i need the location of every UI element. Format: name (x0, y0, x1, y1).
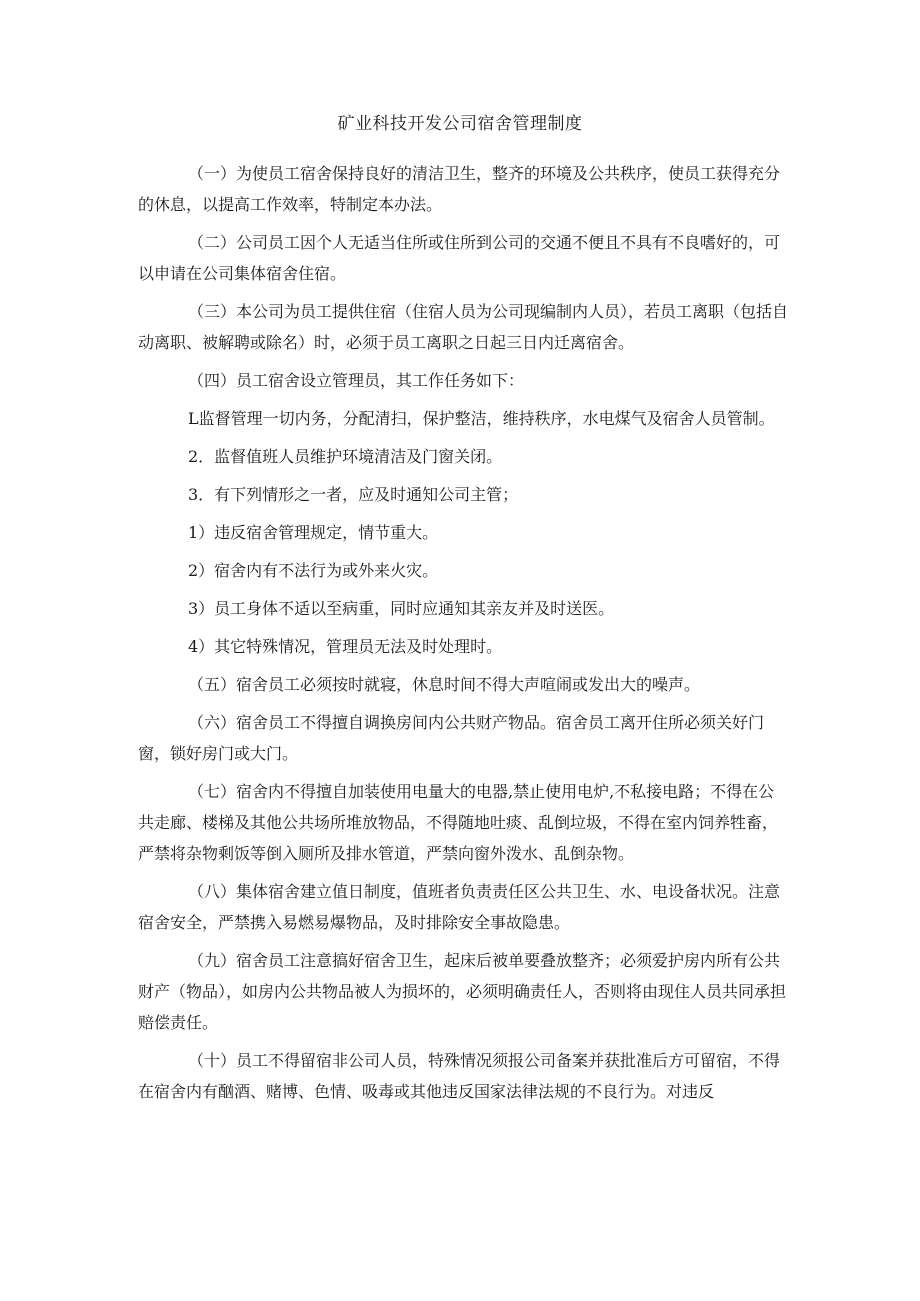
duty-item-3: 3．有下列情形之一者，应及时通知公司主管； (188, 485, 519, 504)
sub-item-4: 4）其它特殊情况，管理员无法及时处理时。 (188, 637, 503, 656)
paragraph-9: （九）宿舍员工注意搞好宿舍卫生，起床后被单要叠放整齐；必须爱护房内所有公共财产（物品），如房内公共物品被人为损坏的，必须明确责任人，否则将由现住人员共同承担赔偿责任。 (138, 951, 787, 1032)
paragraph-5: （五）宿舍员工必须按时就寝，休息时间不得大声喧闹或发出大的噪声。 (188, 675, 701, 694)
paragraph-8: （八）集体宿舍建立值日制度，值班者负责责任区公共卫生、水、电设备状况。注意宿舍安全，严禁携入易燃易爆物品，及时排除安全事故隐患。 (138, 882, 781, 932)
document-body (138, 158, 788, 1114)
paragraph-10: （十）员工不得留宿非公司人员，特殊情况须报公司备案并获批准后方可留宿，不得在宿舍内有酗酒、赌博、色情、吸毒或其他违反国家法律法规的不良行为。对违反 (138, 1051, 781, 1101)
sub-item-2: 2）宿舍内有不法行为或外来火灾。 (188, 561, 439, 580)
paragraph-3: （三）本公司为员工提供住宿（住宿人员为公司现编制内人员），若员工离职（包括自动离职、被解聘或除名）时，必须于员工离职之日起三日内迁离宿舍。 (138, 302, 789, 352)
paragraph-4: （四）员工宿舍设立管理员，其工作任务如下： (188, 371, 525, 390)
paragraph-1: （一）为使员工宿舍保持良好的清洁卫生，整齐的环境及公共秩序，使员工获得充分的休息，以提高工作效率，特制定本办法。 (138, 164, 781, 214)
paragraph-2: （二）公司员工因个人无适当住所或住所到公司的交通不便且不具有不良嗜好的，可以申请在公司集体宿舍住宿。 (138, 233, 781, 283)
duty-item-2: 2．监督值班人员维护环境清洁及门窗关闭。 (188, 447, 503, 466)
sub-item-1: 1）违反宿舍管理规定，情节重大。 (188, 523, 439, 542)
duty-item-1: L监督管理一切内务，分配清扫，保护整洁，维持秩序，水电煤气及宿舍人员管制。 (188, 409, 775, 428)
paragraph-7: （七）宿舍内不得擅自加装使用电量大的电器,禁止使用电炉,不私接电路；不得在公共走廊、楼梯及其他公共场所堆放物品，不得随地吐痰、乱倒垃圾，不得在室内饲养牲畜，严禁将杂物剩饭等倒入厕所及排水管道，严禁向窗外泼水、乱倒杂物。 (138, 782, 779, 863)
document-title: 矿业科技开发公司宿舍管理制度 (337, 114, 583, 134)
sub-item-3: 3）员工身体不适以至病重，同时应通知其亲友并及时送医。 (188, 599, 615, 618)
paragraph-6: （六）宿舍员工不得擅自调换房间内公共财产物品。宿舍员工离开住所必须关好门窗，锁好房门或大门。 (138, 713, 765, 763)
